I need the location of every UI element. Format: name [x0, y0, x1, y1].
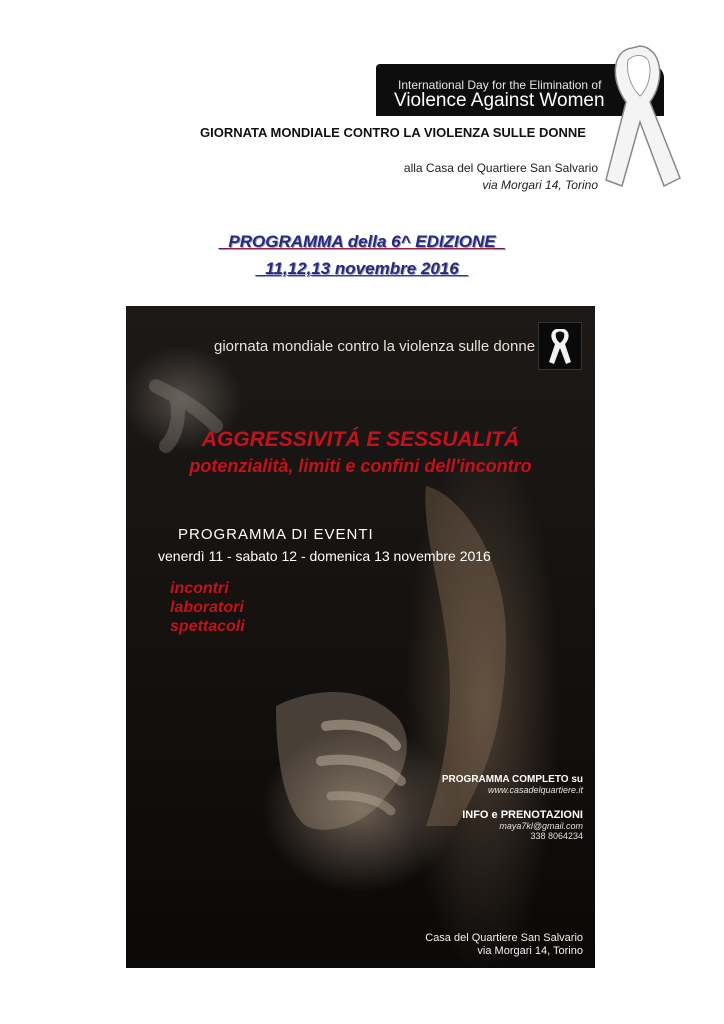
events-title: PROGRAMMA DI EVENTI — [178, 526, 374, 543]
info-label: INFO e PRENOTAZIONI — [462, 809, 583, 821]
website-link[interactable]: www.casadelquartiere.it — [487, 785, 583, 795]
event-dates: venerdì 11 - sabato 12 - domenica 13 novembre 2016 — [158, 548, 491, 564]
banner-line1: International Day for the Elimination of — [398, 78, 602, 92]
program-edition-title: _PROGRAMMA della 6^ EDIZIONE_ — [218, 232, 506, 251]
poster-venue-name: Casa del Quartiere San Salvario — [425, 932, 583, 944]
awareness-ribbon-icon — [592, 40, 688, 190]
poster-subheadline: potenzialità, limiti e confini dell'incontro — [189, 456, 532, 476]
list-item: spettacoli — [170, 618, 245, 635]
contact-phone: 338 8064234 — [530, 831, 583, 841]
poster-headline: AGGRESSIVITÁ E SESSUALITÁ — [201, 428, 520, 451]
program-label: PROGRAMMA COMPLETO su — [441, 774, 583, 785]
poster-venue — [425, 932, 583, 958]
ribbon-icon — [545, 327, 575, 365]
poster-top-text: giornata mondiale contro la violenza sulle donne — [214, 338, 536, 355]
banner-line2: Violence Against Women — [394, 90, 605, 111]
poster-ribbon-badge — [538, 322, 582, 370]
venue-name: alla Casa del Quartiere San Salvario — [403, 161, 598, 175]
contact-email[interactable]: maya7kl@gmail.com — [499, 821, 583, 831]
clasped-hands-image — [126, 306, 595, 968]
event-types-list — [170, 579, 245, 636]
list-item: incontri — [170, 580, 229, 597]
venue-block — [404, 160, 598, 194]
program-dates-title: _11,12,13 novembre 2016_ — [255, 259, 469, 278]
info-block — [442, 774, 583, 841]
venue-address: via Morgari 14, Torino — [482, 178, 598, 192]
event-poster — [126, 306, 595, 968]
document-title: GIORNATA MONDIALE CONTRO LA VIOLENZA SULLE DONNE — [200, 125, 586, 140]
list-item: laboratori — [170, 599, 244, 616]
poster-venue-address: via Morgari 14, Torino — [477, 945, 583, 957]
